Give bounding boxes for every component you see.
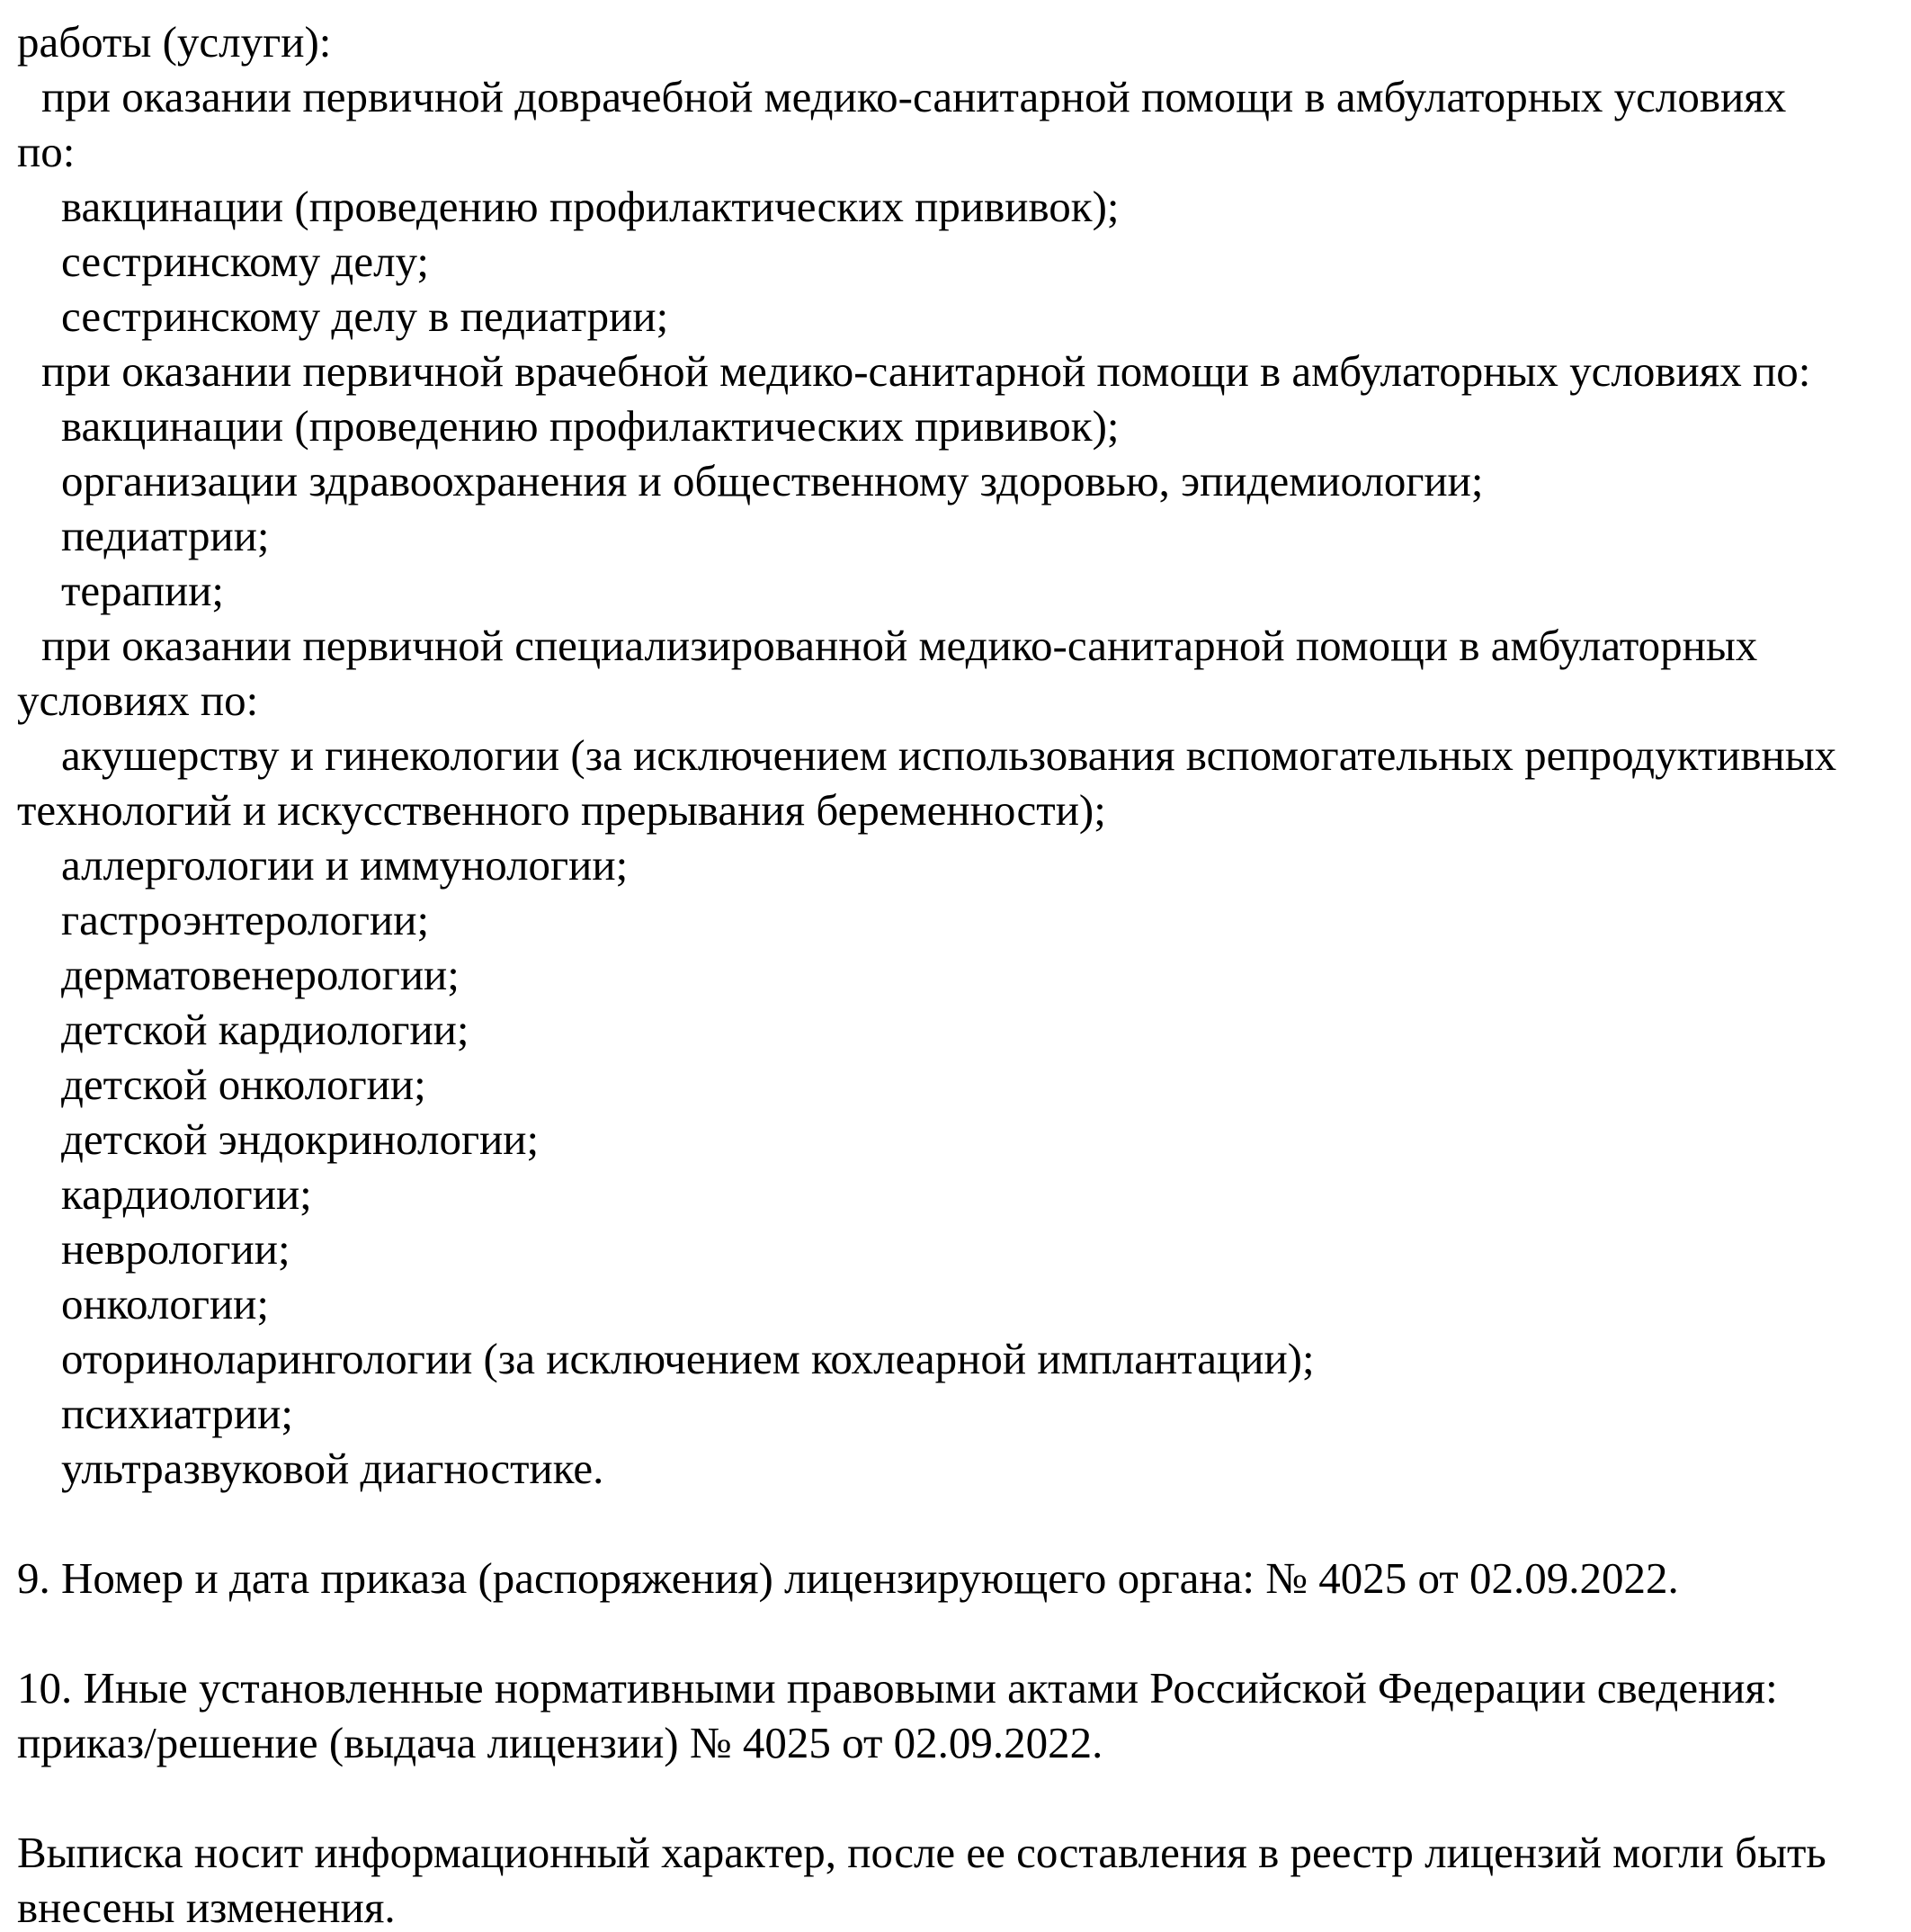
list-item: детской онкологии; — [61, 1060, 426, 1109]
list-item: акушерству и гинекологии (за исключением использования вспомогательных репродуктивных — [61, 730, 1837, 780]
list-item: терапии; — [61, 566, 225, 615]
group-1-heading-cont: по: — [17, 127, 76, 176]
list-item-continuation: технологий и искусственного прерывания беременности); — [17, 785, 1106, 835]
section-10-line-2: приказ/решение (выдача лицензии) № 4025 от 02.09.2022. — [17, 1718, 1103, 1767]
list-item: аллергологии и иммунологии; — [61, 840, 629, 890]
group-1-heading: при оказании первичной доврачебной медико-санитарной помощи в амбулаторных условиях — [41, 72, 1787, 121]
list-item: кардиологии; — [61, 1169, 312, 1219]
list-item: ультразвуковой диагностике. — [61, 1444, 604, 1493]
list-item: детской кардиологии; — [61, 1005, 469, 1054]
section-10-line-1: 10. Иные установленные нормативными правовыми актами Российской Федерации сведения: — [17, 1663, 1778, 1713]
list-item: дерматовенерологии; — [61, 950, 460, 999]
note-line-2: внесены изменения. — [17, 1883, 396, 1932]
list-item: гастроэнтерологии; — [61, 895, 430, 944]
list-item: неврологии; — [61, 1224, 290, 1274]
list-item: организации здравоохранения и общественному здоровью, эпидемиологии; — [61, 456, 1484, 505]
list-item: сестринскому делу; — [61, 237, 430, 286]
list-item: вакцинации (проведению профилактических прививок); — [61, 182, 1120, 231]
note-line-1: Выписка носит информационный характер, после ее составления в реестр лицензий могли быть — [17, 1828, 1826, 1877]
intro-line: работы (услуги): — [17, 17, 332, 67]
list-item: детской эндокринологии; — [61, 1114, 540, 1164]
list-item: вакцинации (проведению профилактических прививок); — [61, 401, 1120, 451]
list-item: онкологии; — [61, 1279, 270, 1328]
list-item: психиатрии; — [61, 1389, 293, 1438]
section-9: 9. Номер и дата приказа (распоряжения) лицензирующего органа: № 4025 от 02.09.2022. — [17, 1553, 1679, 1603]
group-3-heading-cont: условиях по: — [17, 675, 259, 725]
list-item: сестринскому делу в педиатрии; — [61, 291, 669, 341]
group-3-heading: при оказании первичной специализированной медико-санитарной помощи в амбулаторных — [41, 621, 1758, 670]
group-2-heading: при оказании первичной врачебной медико-санитарной помощи в амбулаторных условиях по: — [41, 346, 1811, 396]
list-item: оториноларингологии (за исключением кохлеарной имплантации); — [61, 1334, 1315, 1383]
list-item: педиатрии; — [61, 511, 270, 560]
